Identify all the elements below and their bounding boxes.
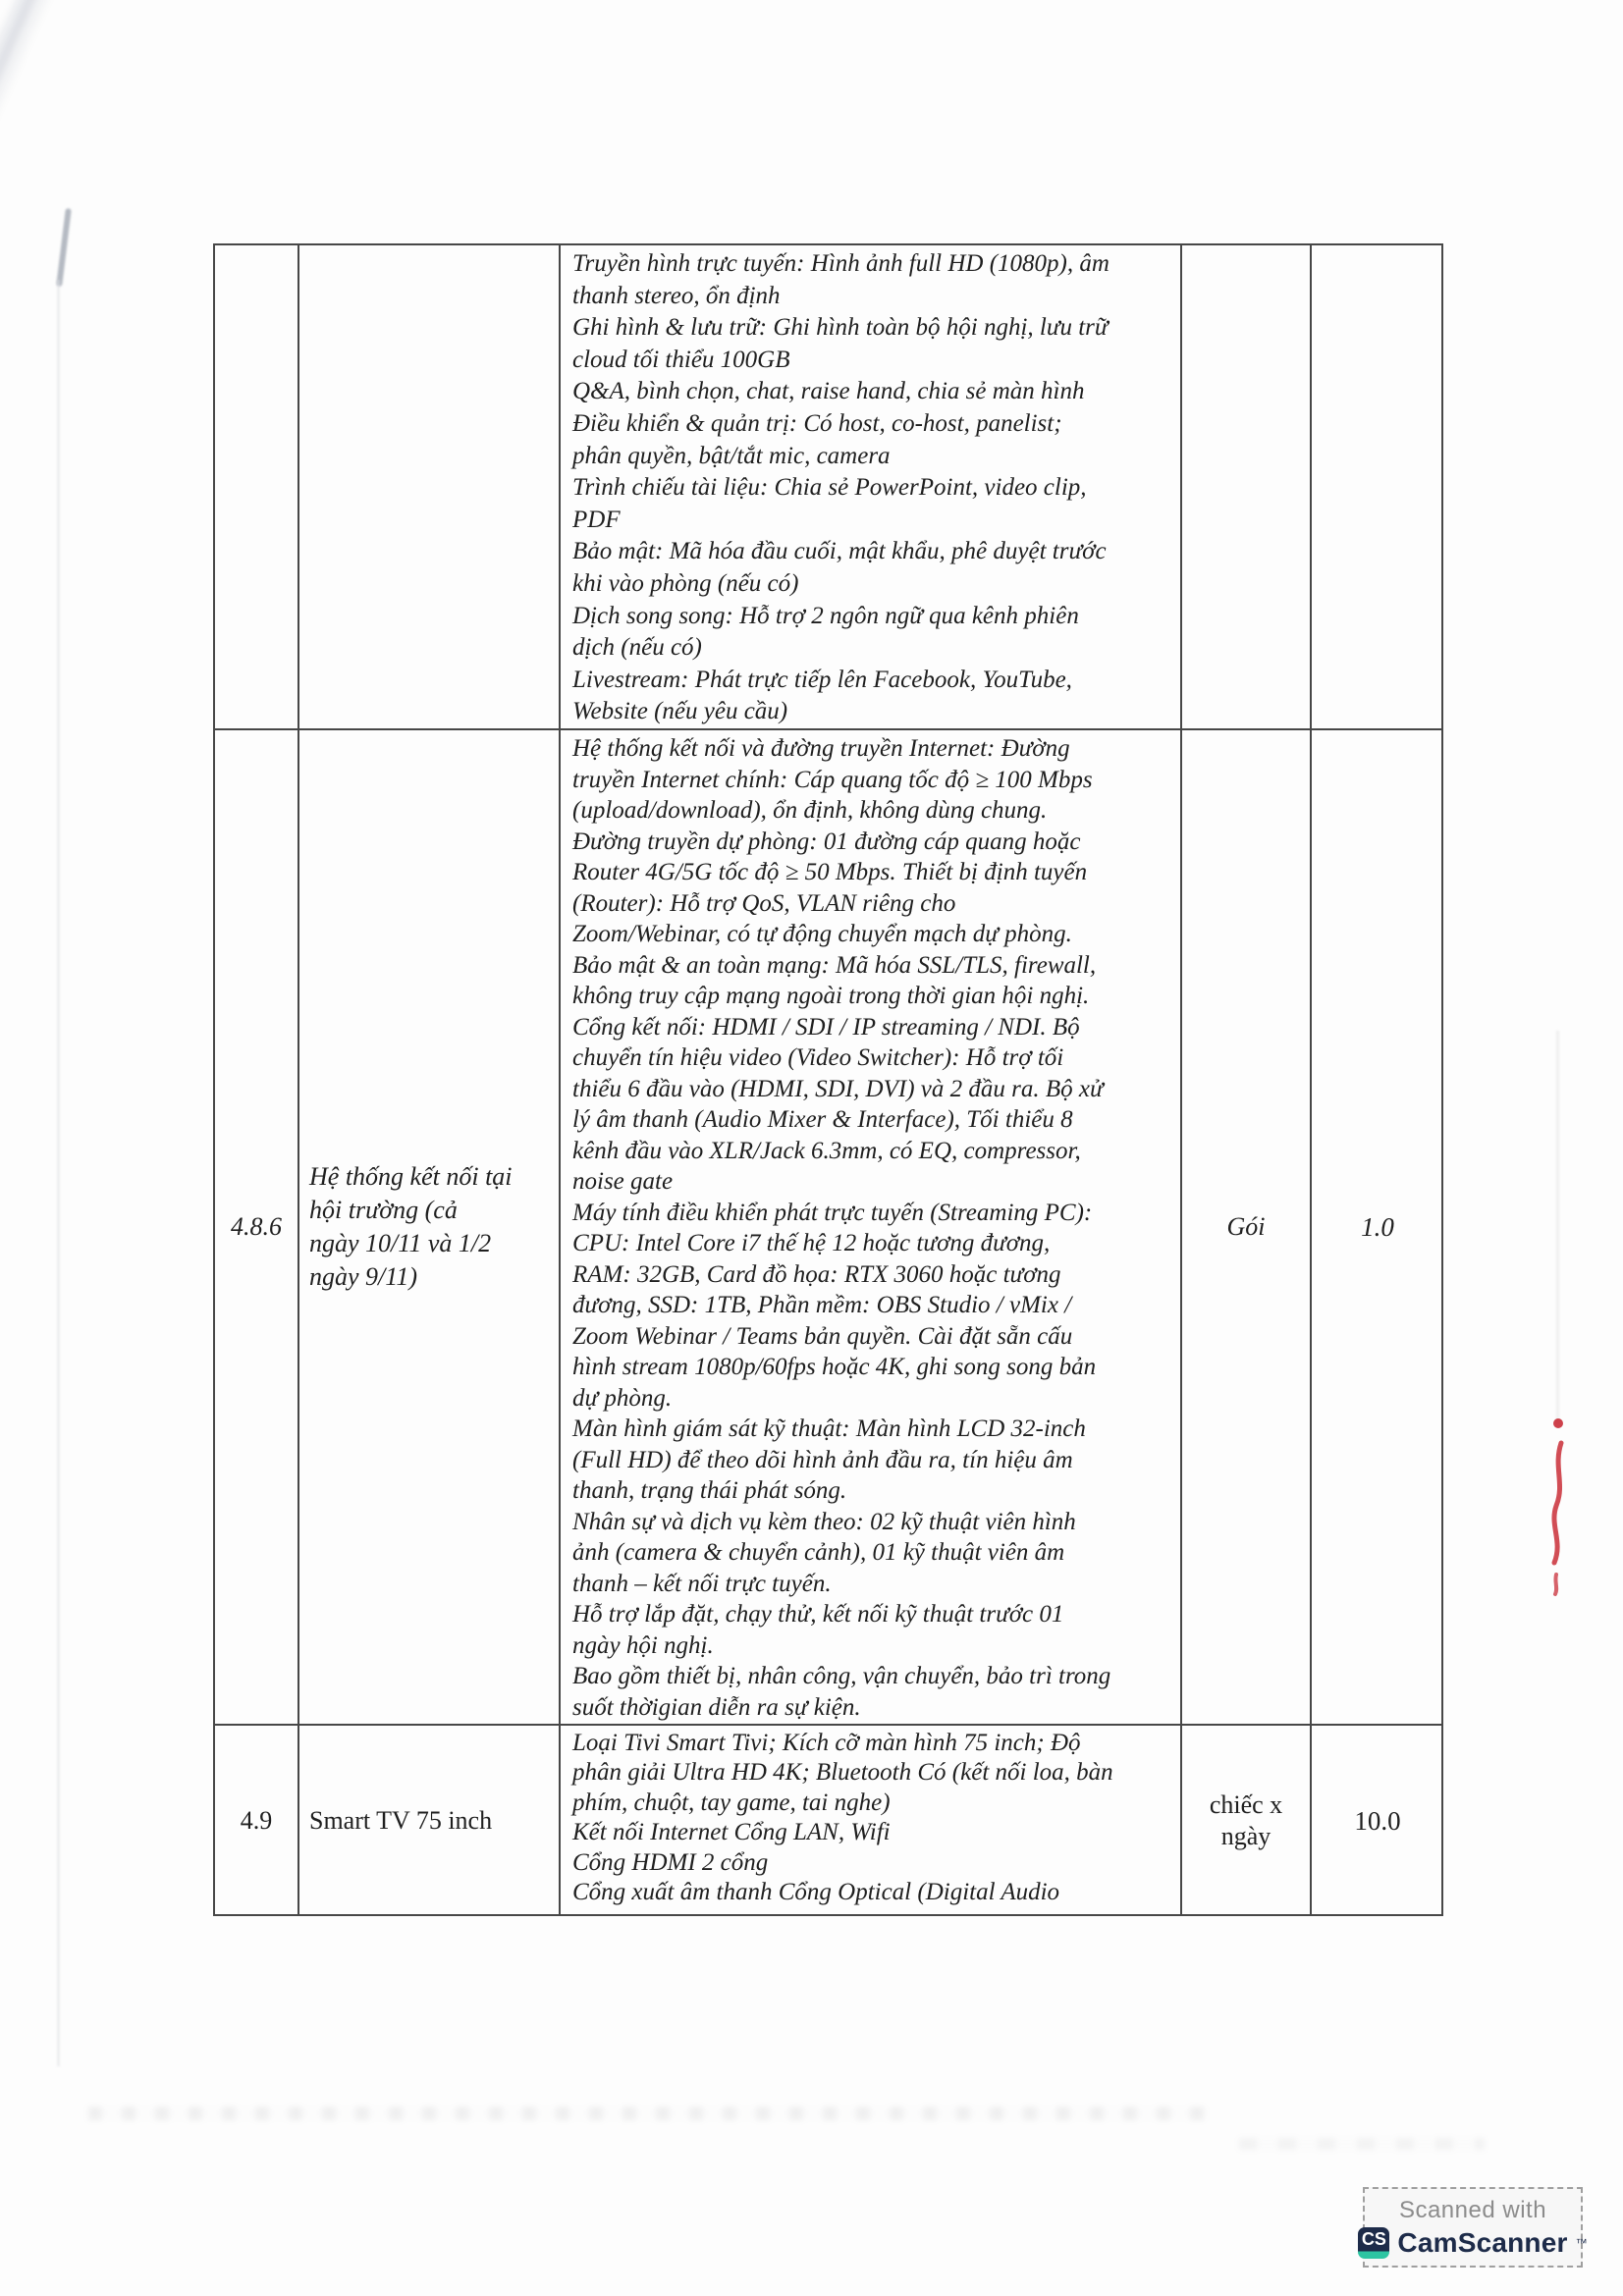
item-description: Hệ thống kết nối và đường truyền Internet: Đường truyền Internet chính: Cáp quang tốc độ ≥ 100 Mbps (upload/download), ổn định, không dùng chung. Đường truyền dự phòng: 01 đường cáp quang hoặc Router 4G/5G tốc độ ≥ 50 Mbps. Thiết bị định tuyến (Router): Hỗ trợ QoS, VLAN riêng cho Zoom/Webinar, có tự động chuyển mạch dự phòng. Bảo mật & an toàn mạng: Mã hóa SSL/TLS, firewall, không truy cập mạng ngoài trong thời gian hội nghị. Cổng kết nối: HDMI / SDI / IP streaming / NDI. Bộ chuyển tín hiệu video (Video Switcher): Hỗ trợ tối thiểu 6 đầu vào (HDMI, SDI, DVI) và 2 đầu ra. Bộ xử lý âm thanh (Audio Mixer & Interface), Tối thiểu 8 kênh đầu vào XLR/Jack 6.3mm, có EQ, compressor, noise gate Máy tính điều khiển phát trực tuyến (Streaming PC): CPU: Intel Core i7 thế hệ 12 hoặc tương đương, RAM: 32GB, Card đồ họa: RTX 3060 hoặc tương đương, SSD: 1TB, Phần mềm: OBS Studio / vMix / Zoom Webinar / Teams bản quyền. Cài đặt sẵn cấu hình stream 1080p/60fps hoặc 4K, ghi song song bản dự phòng. Màn hình giám sát kỹ thuật: Màn hình LCD 32-inch (Full HD) để theo dõi hình ảnh đầu ra, tín hiệu âm thanh, trạng thái phát sóng. Nhân sự và dịch vụ kèm theo: 02 kỹ thuật viên hình ảnh (camera & chuyển cảnh), 01 kỹ thuật viên âm thanh – kết nối trực tuyến. Hỗ trợ lắp đặt, chạy thử, kết nối kỹ thuật trước 01 ngày hội nghị. Bao gồm thiết bị, nhân công, vận chuyển, bảo trì trong suốt thờigian diễn ra sự kiện. xyxy=(561,730,1182,1726)
camscanner-app-name: CamScanner xyxy=(1397,2226,1568,2258)
bleedthrough-smudge xyxy=(88,2107,1208,2120)
item-unit xyxy=(1182,245,1312,730)
item-quantity xyxy=(1312,245,1443,730)
trademark-symbol: ™ xyxy=(1575,2235,1588,2250)
item-description: Loại Tivi Smart Tivi; Kích cỡ màn hình 75 inch; Độ phân giải Ultra HD 4K; Bluetooth Có (kết nối loa, bàn phím, chuột, tay game, tai nghe) Kết nối Internet Cổng LAN, Wifi Cổng HDMI 2 cổng Cổng xuất âm thanh Cổng Optical (Digital Audio xyxy=(561,1726,1182,1916)
item-unit: Gói xyxy=(1182,730,1312,1726)
item-code: 4.8.6 xyxy=(215,730,299,1726)
camscanner-logo-icon: CS xyxy=(1358,2227,1389,2259)
paper-edge-streak xyxy=(1556,1031,1559,1423)
item-quantity: 1.0 xyxy=(1312,730,1443,1726)
camscanner-badge xyxy=(1361,2187,1588,2268)
spec-table xyxy=(213,243,1443,1916)
item-description: Truyền hình trực tuyến: Hình ảnh full HD (1080p), âm thanh stereo, ổn định Ghi hình & lưu trữ: Ghi hình toàn bộ hội nghị, lưu trữ cloud tối thiểu 100GB Q&A, bình chọn, chat, raise hand, chia sẻ màn hình Điều khiển & quản trị: Có host, co-host, panelist; phân quyền, bật/tắt mic, camera Trình chiếu tài liệu: Chia sẻ PowerPoint, video clip, PDF Bảo mật: Mã hóa đầu cuối, mật khẩu, phê duyệt trước khi vào phòng (nếu có) Dịch song song: Hỗ trợ 2 ngôn ngữ qua kênh phiên dịch (nếu có) Livestream: Phát trực tiếp lên Facebook, YouTube, Website (nếu yêu cầu) xyxy=(561,245,1182,730)
item-unit: chiếc x ngày xyxy=(1182,1726,1312,1916)
page-crease-shadow xyxy=(0,0,64,299)
item-quantity: 10.0 xyxy=(1354,1805,1401,1836)
red-pen-mark xyxy=(1545,1415,1571,1597)
bleedthrough-smudge-right xyxy=(1239,2138,1485,2150)
item-code xyxy=(215,245,299,730)
item-name: Smart TV 75 inch xyxy=(299,1726,561,1916)
scanned-with-label: Scanned with xyxy=(1398,2196,1547,2223)
page-crease-edge xyxy=(56,208,72,287)
page-fold-line xyxy=(57,280,60,2066)
item-name xyxy=(299,245,561,730)
item-code: 4.9 xyxy=(215,1726,299,1916)
item-name: Hệ thống kết nối tại hội trường (cả ngày 10/11 và 1/2 ngày 9/11) xyxy=(299,730,561,1726)
camscanner-brand-row xyxy=(1358,2227,1587,2259)
